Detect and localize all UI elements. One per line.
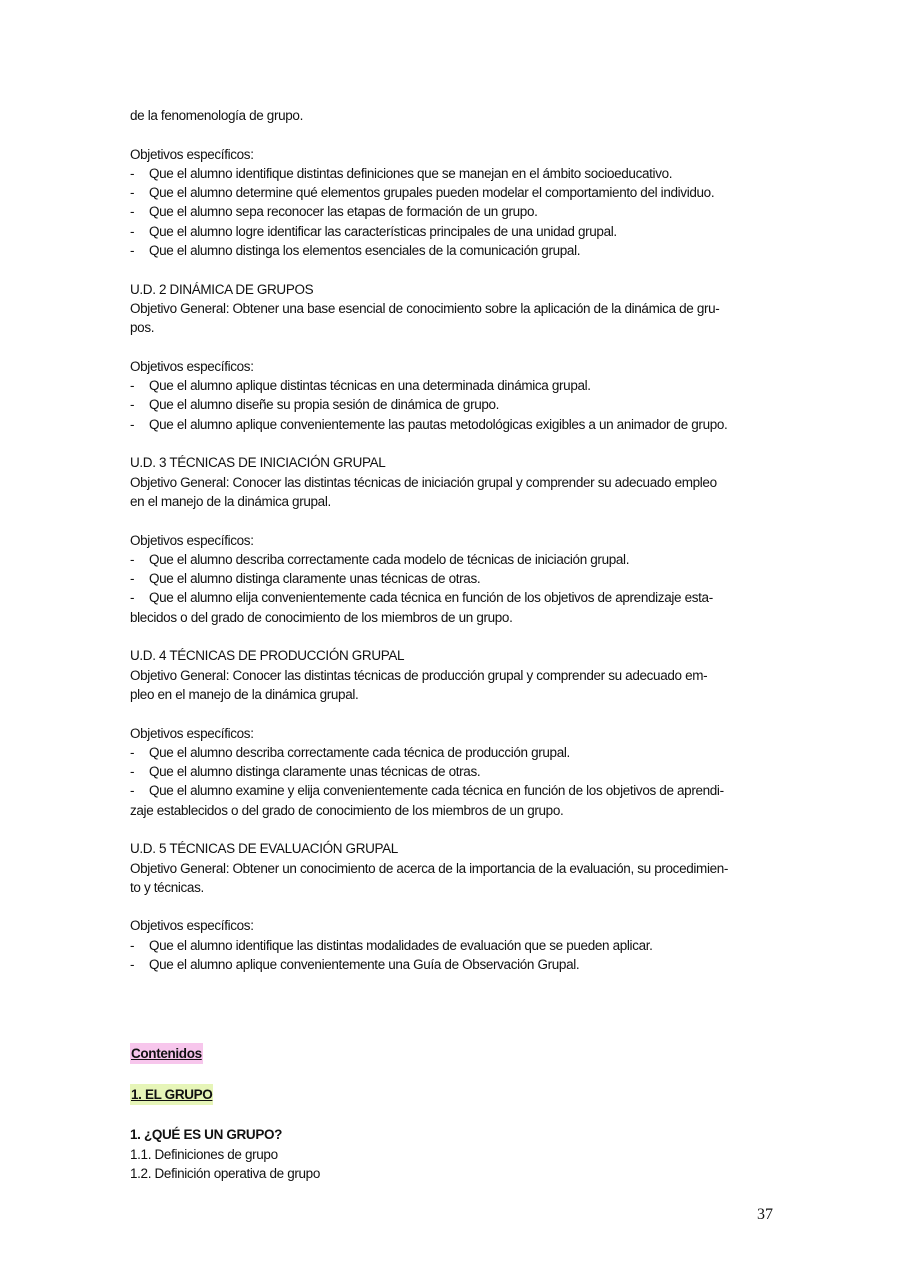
ud4-title: U.D. 4 TÉCNICAS DE PRODUCCIÓN GRUPAL — [130, 648, 405, 664]
contenidos-heading: Contenidos — [130, 1043, 203, 1064]
ud4-objective-item: - Que el alumno examine y elija convenientemente cada técnica en función de los objetivos de aprendi- — [130, 783, 724, 799]
ud1-specific-label: Objetivos específicos: — [130, 146, 254, 162]
contents-item: 1.2. Definición operativa de grupo — [130, 1165, 320, 1181]
section-heading-el-grupo: 1. EL GRUPO — [130, 1084, 213, 1105]
ud5-general-objective: Objetivo General: Obtener un conocimiento de acerca de la importancia de la evaluación, su procedimien- — [130, 860, 729, 876]
ud4-objective-item: - Que el alumno describa correctamente cada técnica de producción grupal. — [130, 744, 570, 760]
ud1-objective-item: - Que el alumno logre identificar las características principales de una unidad grupal. — [130, 223, 617, 239]
ud2-objective-item: - Que el alumno aplique convenientemente las pautas metodológicas exigibles a un animador de grupo. — [130, 416, 728, 432]
ud2-general-objective: Objetivo General: Obtener una base esencial de conocimiento sobre la aplicación de la dinámica de gru- — [130, 300, 720, 316]
intro-line: de la fenomenología de grupo. — [130, 108, 303, 123]
ud1-objective-item: - Que el alumno distinga los elementos esenciales de la comunicación grupal. — [130, 243, 581, 259]
ud3-specific-label: Objetivos específicos: — [130, 532, 254, 548]
ud5-objective-item: - Que el alumno aplique convenientemente una Guía de Observación Grupal. — [130, 957, 580, 973]
ud1-objective-item: - Que el alumno identifique distintas definiciones que se manejan en el ámbito socioeducativo. — [130, 165, 673, 181]
ud2-objective-item: - Que el alumno diseñe su propia sesión de dinámica de grupo. — [130, 397, 500, 413]
ud5-title: U.D. 5 TÉCNICAS DE EVALUACIÓN GRUPAL — [130, 841, 398, 857]
ud1-objective-item: - Que el alumno sepa reconocer las etapas de formación de un grupo. — [130, 204, 538, 220]
ud3-general-objective: Objetivo General: Conocer las distintas técnicas de iniciación grupal y comprender su adecuado empleo — [130, 474, 717, 490]
page-body — [130, 106, 750, 1183]
ud4-objective-continuation: zaje establecidos o del grado de conocimiento de los miembros de un grupo. — [130, 802, 564, 818]
ud2-title: U.D. 2 DINÁMICA DE GRUPOS — [130, 281, 314, 297]
ud3-title: U.D. 3 TÉCNICAS DE INICIACIÓN GRUPAL — [130, 455, 386, 471]
ud4-specific-label: Objetivos específicos: — [130, 725, 254, 741]
subheading-que-es-un-grupo: 1. ¿QUÉ ES UN GRUPO? — [130, 1127, 283, 1143]
ud3-objective-continuation: blecidos o del grado de conocimiento de los miembros de un grupo. — [130, 609, 513, 625]
ud2-general-objective-cont: pos. — [130, 320, 155, 336]
ud3-objective-item: - Que el alumno elija convenientemente cada técnica en función de los objetivos de aprendizaje esta- — [130, 590, 713, 606]
ud2-specific-label: Objetivos específicos: — [130, 358, 254, 374]
ud5-specific-label: Objetivos específicos: — [130, 918, 254, 934]
ud5-general-objective-cont: to y técnicas. — [130, 879, 204, 895]
ud3-general-objective-cont: en el manejo de la dinámica grupal. — [130, 493, 331, 509]
ud3-objective-item: - Que el alumno distinga claramente unas técnicas de otras. — [130, 571, 481, 587]
ud2-objective-item: - Que el alumno aplique distintas técnicas en una determinada dinámica grupal. — [130, 378, 591, 394]
ud5-objective-item: - Que el alumno identifique las distintas modalidades de evaluación que se pueden aplicar. — [130, 937, 653, 953]
ud3-objective-item: - Que el alumno describa correctamente cada modelo de técnicas de iniciación grupal. — [130, 551, 630, 567]
ud4-general-objective-cont: pleo en el manejo de la dinámica grupal. — [130, 686, 359, 702]
page-number: 37 — [757, 1206, 773, 1223]
ud4-objective-item: - Que el alumno distinga claramente unas técnicas de otras. — [130, 764, 481, 780]
ud4-general-objective: Objetivo General: Conocer las distintas técnicas de producción grupal y comprender su adecuado em- — [130, 667, 708, 683]
ud1-objective-item: - Que el alumno determine qué elementos grupales pueden modelar el comportamiento del individuo. — [130, 185, 715, 201]
contents-item: 1.1. Definiciones de grupo — [130, 1146, 278, 1162]
